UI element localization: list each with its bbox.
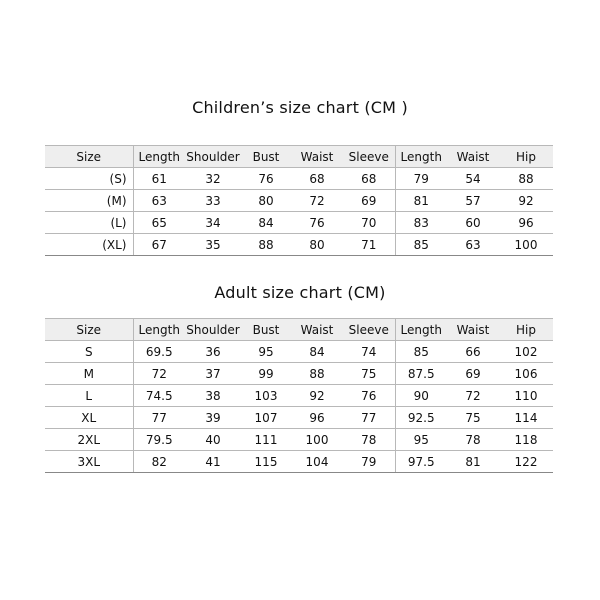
size-cell: (S) (45, 168, 133, 190)
size-cell: L (45, 385, 133, 407)
table-cell: 76 (241, 168, 291, 190)
header-cell: Length (395, 319, 447, 341)
table-cell: 60 (447, 212, 499, 234)
table-cell: 110 (499, 385, 553, 407)
table-cell: 99 (241, 363, 291, 385)
table-cell: 57 (447, 190, 499, 212)
table-cell: 69 (343, 190, 395, 212)
table-cell: 79.5 (133, 429, 185, 451)
header-cell: Sleeve (343, 146, 395, 168)
table-cell: 74 (343, 341, 395, 363)
table-row (45, 385, 553, 407)
table-cell: 80 (241, 190, 291, 212)
header-cell: Waist (447, 319, 499, 341)
table-cell: 68 (343, 168, 395, 190)
table-cell: 90 (395, 385, 447, 407)
table-row (45, 234, 553, 256)
adult-size-table (45, 318, 553, 473)
table-row (45, 212, 553, 234)
header-cell: Size (45, 319, 133, 341)
header-cell: Bust (241, 319, 291, 341)
size-cell: (M) (45, 190, 133, 212)
table-header-row (45, 146, 553, 168)
table-row (45, 190, 553, 212)
table-cell: 92 (499, 190, 553, 212)
table-cell: 85 (395, 341, 447, 363)
header-cell: Hip (499, 146, 553, 168)
size-cell: 2XL (45, 429, 133, 451)
table-cell: 78 (447, 429, 499, 451)
table-cell: 85 (395, 234, 447, 256)
table-cell: 77 (133, 407, 185, 429)
table-cell: 115 (241, 451, 291, 473)
table-cell: 71 (343, 234, 395, 256)
table-cell: 87.5 (395, 363, 447, 385)
table-cell: 79 (343, 451, 395, 473)
table-cell: 79 (395, 168, 447, 190)
table-cell: 84 (291, 341, 343, 363)
table-row (45, 451, 553, 473)
table-cell: 67 (133, 234, 185, 256)
table-cell: 36 (185, 341, 241, 363)
adult-size-chart-title: Adult size chart (CM) (214, 283, 386, 302)
size-cell: 3XL (45, 451, 133, 473)
table-cell: 76 (343, 385, 395, 407)
table-cell: 80 (291, 234, 343, 256)
size-cell: M (45, 363, 133, 385)
table-cell: 92 (291, 385, 343, 407)
table-cell: 72 (133, 363, 185, 385)
table-cell: 72 (291, 190, 343, 212)
table-cell: 75 (343, 363, 395, 385)
table-cell: 81 (447, 451, 499, 473)
table-cell: 37 (185, 363, 241, 385)
table-cell: 34 (185, 212, 241, 234)
table-cell: 69 (447, 363, 499, 385)
table-cell: 68 (291, 168, 343, 190)
table-cell: 100 (499, 234, 553, 256)
header-cell: Length (133, 146, 185, 168)
table-cell: 95 (241, 341, 291, 363)
size-cell: (XL) (45, 234, 133, 256)
table-cell: 77 (343, 407, 395, 429)
header-cell: Hip (499, 319, 553, 341)
table-cell: 38 (185, 385, 241, 407)
table-cell: 83 (395, 212, 447, 234)
table-cell: 78 (343, 429, 395, 451)
table-cell: 32 (185, 168, 241, 190)
header-cell: Waist (291, 146, 343, 168)
table-cell: 88 (499, 168, 553, 190)
table-cell: 40 (185, 429, 241, 451)
table-cell: 107 (241, 407, 291, 429)
table-cell: 111 (241, 429, 291, 451)
header-cell: Sleeve (343, 319, 395, 341)
table-row (45, 363, 553, 385)
header-cell: Shoulder (185, 146, 241, 168)
header-cell: Length (133, 319, 185, 341)
table-row (45, 168, 553, 190)
table-row (45, 407, 553, 429)
table-cell: 41 (185, 451, 241, 473)
table-cell: 122 (499, 451, 553, 473)
header-cell: Waist (291, 319, 343, 341)
table-cell: 33 (185, 190, 241, 212)
header-cell: Bust (241, 146, 291, 168)
table-cell: 35 (185, 234, 241, 256)
table-cell: 96 (291, 407, 343, 429)
table-cell: 74.5 (133, 385, 185, 407)
header-cell: Size (45, 146, 133, 168)
table-cell: 81 (395, 190, 447, 212)
table-cell: 63 (447, 234, 499, 256)
size-cell: S (45, 341, 133, 363)
table-cell: 66 (447, 341, 499, 363)
table-cell: 61 (133, 168, 185, 190)
size-cell: (L) (45, 212, 133, 234)
table-cell: 84 (241, 212, 291, 234)
table-header-row (45, 319, 553, 341)
table-row (45, 429, 553, 451)
table-cell: 102 (499, 341, 553, 363)
header-cell: Waist (447, 146, 499, 168)
table-cell: 88 (241, 234, 291, 256)
table-cell: 72 (447, 385, 499, 407)
table-cell: 118 (499, 429, 553, 451)
children-size-chart-title: Children’s size chart (CM ) (192, 98, 408, 117)
table-cell: 104 (291, 451, 343, 473)
table-cell: 82 (133, 451, 185, 473)
table-cell: 114 (499, 407, 553, 429)
header-cell: Length (395, 146, 447, 168)
table-cell: 54 (447, 168, 499, 190)
size-cell: XL (45, 407, 133, 429)
table-cell: 106 (499, 363, 553, 385)
table-cell: 97.5 (395, 451, 447, 473)
table-cell: 63 (133, 190, 185, 212)
table-cell: 39 (185, 407, 241, 429)
table-cell: 76 (291, 212, 343, 234)
table-cell: 75 (447, 407, 499, 429)
table-cell: 88 (291, 363, 343, 385)
table-cell: 96 (499, 212, 553, 234)
header-cell: Shoulder (185, 319, 241, 341)
table-cell: 103 (241, 385, 291, 407)
table-cell: 65 (133, 212, 185, 234)
table-cell: 69.5 (133, 341, 185, 363)
table-cell: 92.5 (395, 407, 447, 429)
table-cell: 95 (395, 429, 447, 451)
table-cell: 100 (291, 429, 343, 451)
children-size-table (45, 145, 553, 256)
table-row (45, 341, 553, 363)
table-cell: 70 (343, 212, 395, 234)
